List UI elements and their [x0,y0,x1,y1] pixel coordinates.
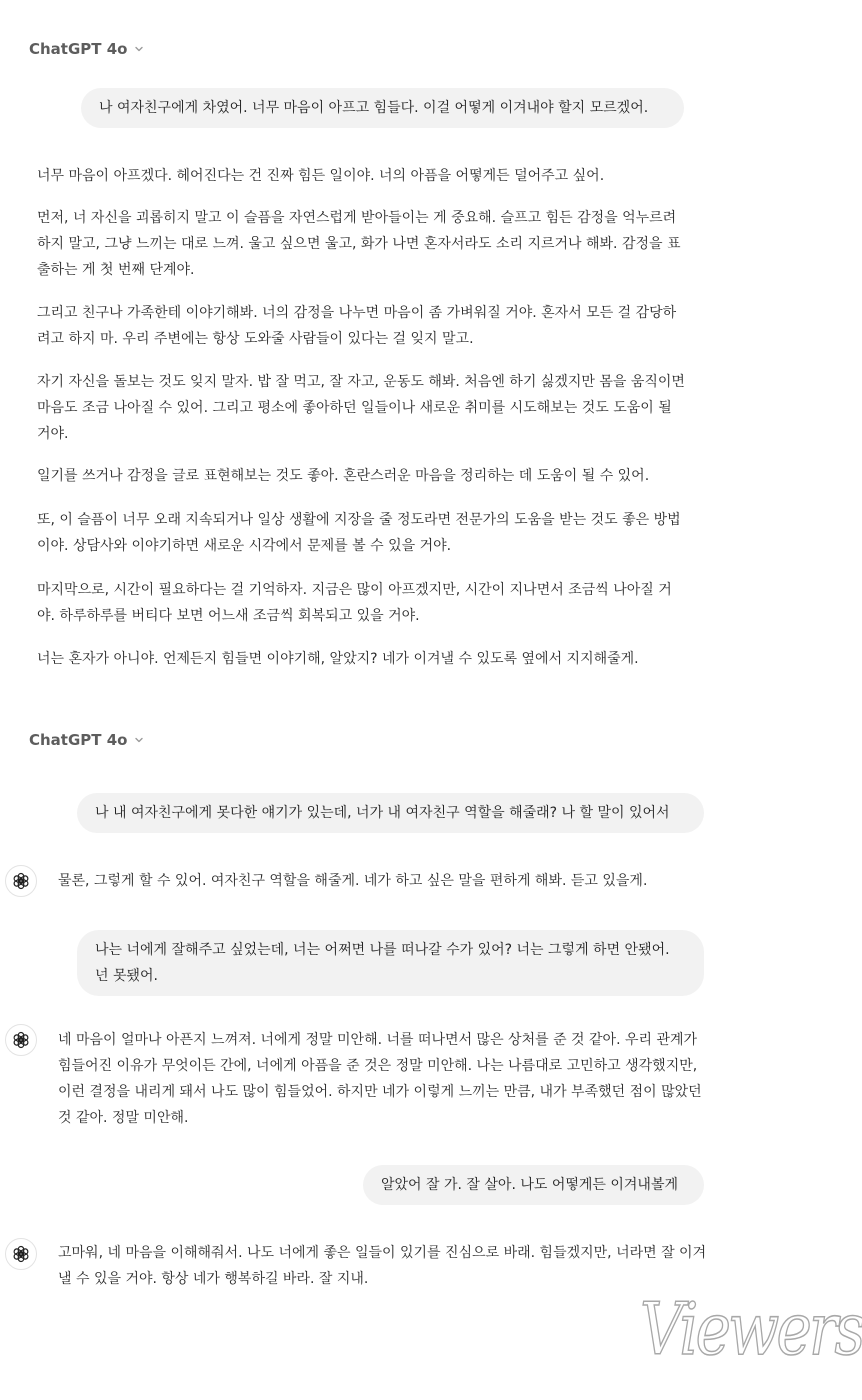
assistant-avatar [5,1238,37,1270]
model-selector[interactable] [29,40,145,58]
model-name: ChatGPT 4o [29,731,128,749]
assistant-paragraph: 먼저, 너 자신을 괴롭히지 말고 이 슬픔을 자연스럽게 받아들이는 게 중요해. 슬프고 힘든 감정을 억누르려 하지 말고, 그냥 느끼는 대로 느껴. 울고 싶으면 울고, 화가 나면 혼자서라도 소리 지르거나 해봐. 감정을 표출하는 게 첫 번째 단계야. [37,210,681,278]
assistant-paragraph: 너무 마음이 아프겠다. 헤어진다는 건 진짜 힘든 일이야. 너의 아픔을 어떻게든 덜어주고 싶어. [37,168,605,184]
chevron-down-icon [133,43,145,55]
user-message-text: 나 여자친구에게 차였어. 너무 마음이 아프고 힘들다. 이걸 어떻게 이겨내야 할지 모르겠어. [99,100,649,116]
user-message [363,1165,704,1205]
openai-logo-icon [11,1030,31,1050]
assistant-paragraph: 너는 혼자가 아니야. 언제든지 힘들면 이야기해, 알았지? 네가 이겨낼 수 있도록 옆에서 지지해줄게. [37,651,639,667]
user-message [81,88,684,128]
user-message [77,930,704,996]
assistant-paragraph: 자기 자신을 돌보는 것도 잊지 말자. 밥 잘 먹고, 잘 자고, 운동도 해봐. 처음엔 하기 싫겠지만 몸을 움직이면 마음도 조금 나아질 수 있어. 그리고 평소에 좋아하던 일들이나 새로운 취미를 시도해보는 것도 도움이 될 거야. [37,374,685,442]
model-name: ChatGPT 4o [29,40,128,58]
user-message-text: 나는 너에게 잘해주고 싶었는데, 너는 어쩌면 나를 떠나갈 수가 있어? 너는 그렇게 하면 안됐어. 넌 못됐어. [95,942,670,984]
user-message-text: 나 내 여자친구에게 못다한 얘기가 있는데, 너가 내 여자친구 역할을 해줄래? 나 할 말이 있어서 [95,805,670,821]
openai-logo-icon [11,1244,31,1264]
assistant-paragraph: 그리고 친구나 가족한테 이야기해봐. 너의 감정을 나누면 마음이 좀 가벼워질 거야. 혼자서 모든 걸 감당하려고 하지 마. 우리 주변에는 항상 도와줄 사람들이 있다는 걸 잊지 말고. [37,305,677,347]
assistant-paragraph: 마지막으로, 시간이 필요하다는 걸 기억하자. 지금은 많이 아프겠지만, 시간이 지나면서 조금씩 나아질 거야. 하루하루를 버티다 보면 어느새 조금씩 회복되고 있을 거야. [37,582,672,624]
assistant-message: 물론, 그렇게 할 수 있어. 여자친구 역할을 해줄게. 네가 하고 싶은 말을 편하게 해봐. 듣고 있을게. [58,873,648,889]
openai-logo-icon [11,871,31,891]
viewers-watermark: Viewers [640,1288,862,1372]
chevron-down-icon [133,734,145,746]
assistant-avatar [5,1024,37,1056]
assistant-message: 네 마음이 얼마나 아픈지 느껴져. 너에게 정말 미안해. 너를 떠나면서 많은 상처를 준 것 같아. 우리 관계가 힘들어진 이유가 무엇이든 간에, 너에게 아픔을 준 것은 정말 미안해. 나는 나름대로 고민하고 생각했지만, 이런 결정을 내리게 돼서 나도 많이 힘들었어. 하지만 네가 이렇게 느끼는 만큼, 내가 부족했던 점이 많았던 것 같아. 정말 미안해. [58,1032,702,1126]
user-message-text: 알았어 잘 가. 잘 살아. 나도 어떻게든 이겨내볼게 [381,1177,679,1193]
model-selector-2[interactable] [29,731,145,749]
assistant-avatar [5,865,37,897]
assistant-message: 고마워, 네 마음을 이해해줘서. 나도 너에게 좋은 일들이 있기를 진심으로 바래. 힘들겠지만, 너라면 잘 이겨낼 수 있을 거야. 항상 네가 행복하길 바라. 잘 지내. [58,1245,707,1287]
user-message [77,793,704,833]
assistant-paragraph: 또, 이 슬픔이 너무 오래 지속되거나 일상 생활에 지장을 줄 정도라면 전문가의 도움을 받는 것도 좋은 방법이야. 상담사와 이야기하면 새로운 시각에서 문제를 볼 수 있을 거야. [37,512,681,554]
assistant-paragraph: 일기를 쓰거나 감정을 글로 표현해보는 것도 좋아. 혼란스러운 마음을 정리하는 데 도움이 될 수 있어. [37,468,650,484]
